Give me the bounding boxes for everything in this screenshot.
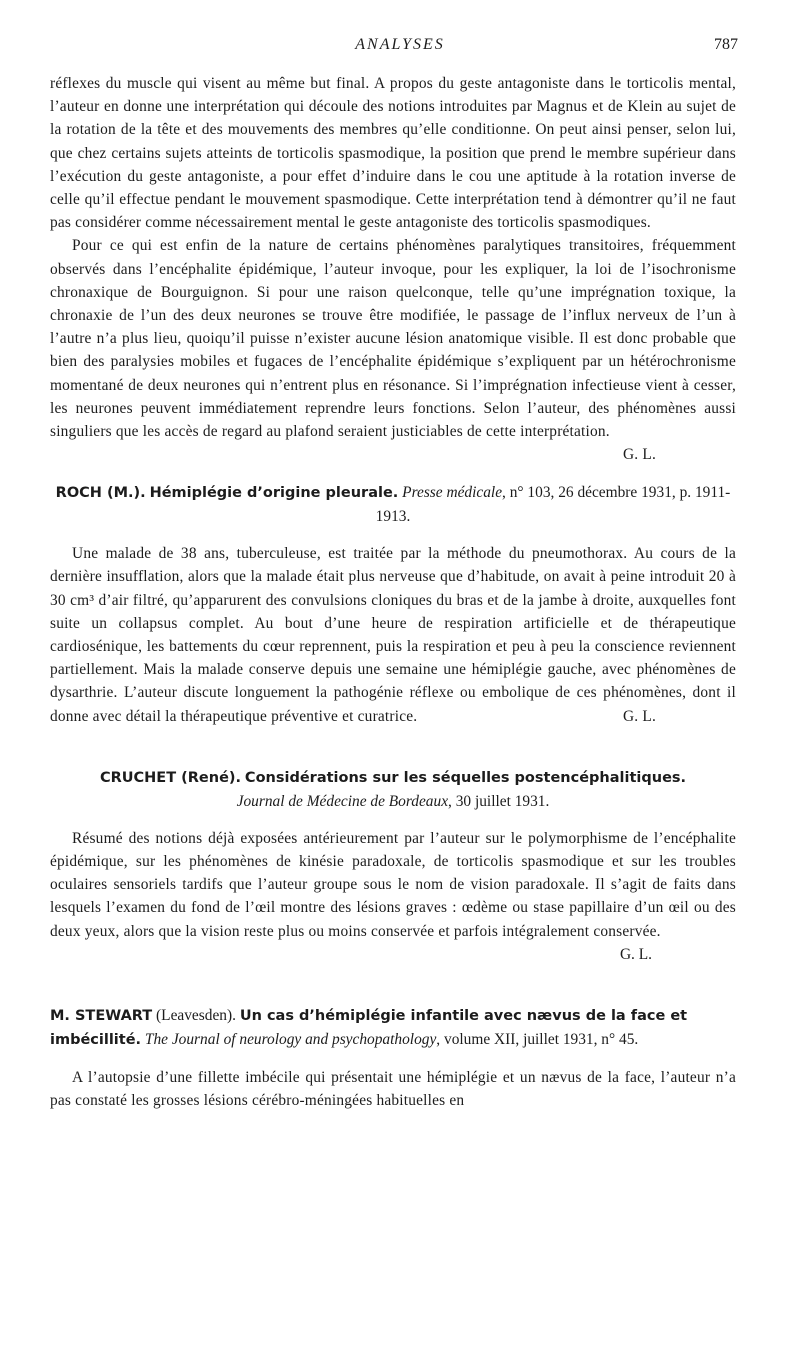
article-title: Hémiplégie d’origine pleurale. <box>149 485 399 502</box>
abstract-roch <box>50 542 736 728</box>
paragraph-isochronism <box>50 234 736 464</box>
abstract-roch-text: Une malade de 38 ans, tuberculeuse, est traitée par la méthode du pneumothorax. Au cours de la dernière insufflation, alors que la malade était plus nerveuse que d’habitude, on avait à peine introduit 20 à 30 cm³ d’air filtré, qu’apparurent des convulsions cloniques du bras et de la jambe à droite, auxquelles font suite un collapsus complet. Au bout d’une heure de respiration artificielle et de thérapeutique cardiosénique, les battements du cœur reprennent, puis la respiration et peu à peu la conscience reviennent partiellement. Mais la malade conserve depuis une semaine une hémiplégie gauche, avec phénomènes de dysarthrie. L’auteur discute longuement la pathogénie réflexe ou embolique de ces phénomènes, dont il donne avec détail la thérapeutique préventive et curatrice. <box>50 545 736 725</box>
reviewer-initials: G. L. <box>619 945 652 963</box>
reference-stewart <box>50 1004 736 1052</box>
paragraph-isochronism-text: Pour ce qui est enfin de la nature de certains phénomènes paralytiques transitoires, fréquemment observés dans l’encéphalite épidémique, l’auteur invoque, pour les expliquer, la loi de l’isochronisme chronaxique de Bourguignon. Si pour une raison quelconque, telle qu’une imprégnation toxique, la chronaxie de l’un des deux neurones se trouve être modifiée, le passage de l’influx nerveux de l’un à l’autre n’a plus lieu, quoiqu’il puisse n’exister aucune lésion anatomique visible. Il est donc probable que bien des paralysies mobiles et fugaces de l’encéphalite épidémique s’expliquent par un hétérochronisme momentané de deux neurones qui n’entrent plus en résonance. Si l’imprégnation infectieuse vient à cesser, les neurones peuvent immédiatement reprendre leurs fonctions. Selon l’auteur, des phénomènes aussi singuliers que les accès de regard au plafond seraient justiciables de cette interprétation. <box>50 237 736 441</box>
author-name: ROCH (M.). <box>55 485 146 502</box>
page-content <box>50 72 736 1112</box>
author-name: M. STEWART <box>50 1007 153 1024</box>
article-title: Un cas d’hémiplégie infantile avec nævus de la face et imbécillité. <box>50 1007 688 1048</box>
author-name: CRUCHET (René). <box>99 769 242 786</box>
page-header <box>0 36 800 62</box>
reviewer-initials: G. L. <box>622 707 656 725</box>
journal-name: The Journal of neurology and psychopathology <box>144 1030 437 1048</box>
publication-details: , 30 juillet 1931. <box>448 792 550 810</box>
reference-cruchet <box>50 766 736 813</box>
running-title: ANALYSES <box>355 36 445 53</box>
abstract-cruchet: Résumé des notions déjà exposées antérieurement par l’auteur sur le polymorphisme de l’encéphalite épidémique, sur les phénomènes de kinésie paradoxale, de torticolis spasmodique et sur les troubles oculaires sensoriels tardifs que l’auteur groupe sous le nom de vision paradoxale. Il s’agit de faits dans lesquels l’examen du fond de l’œil montre des lésions graves : œdème ou stase papillaire d’un œil ou des deux yeux, alors que la vision reste plus ou moins conservée et parfois intégralement conservée. <box>50 829 736 940</box>
reviewer-initials: G. L. <box>622 446 656 464</box>
journal-name: Journal de Médecine de Bordeaux <box>236 792 449 810</box>
paragraph-continuation: réflexes du muscle qui visent au même but final. A propos du geste antagoniste dans le torticolis mental, l’auteur en donne une interprétation qui découle des notions introduites par Magnus et de Klein au sujet de la rotation de la tête et des mouvements des membres qu’elle conditionne. On peut ainsi penser, selon lui, que chez certains sujets atteints de torticolis spasmodique, la position que prend le membre supérieur dans l’exécution du geste antagoniste, a pour effet d’induire dans le cou une aptitude à la rotation inverse de celle qu’il effectue pendant le mouvement spasmodique. Cette interprétation tend à démontrer qu’il ne faut pas considérer comme nécessairement mental le geste antagoniste des torticolis spasmodiques. <box>50 75 736 232</box>
journal-name: Presse médicale <box>402 484 503 502</box>
abstract-stewart: A l’autopsie d’une fillette imbécile qui présentait une hémiplégie et un nævus de la face, l’auteur n’a pas constaté les grosses lésions cérébro-méningées habituelles en <box>50 1068 736 1110</box>
article-title: Considérations sur les séquelles postencéphalitiques. <box>244 769 687 786</box>
author-location: (Leavesden). <box>152 1006 240 1024</box>
publication-details: , volume XII, juillet 1931, n° 45. <box>436 1030 639 1048</box>
page-number: 787 <box>714 36 738 53</box>
reference-roch <box>50 481 736 528</box>
publication-details: , n° 103, 26 décembre 1931, p. 1911-1913. <box>375 484 731 526</box>
